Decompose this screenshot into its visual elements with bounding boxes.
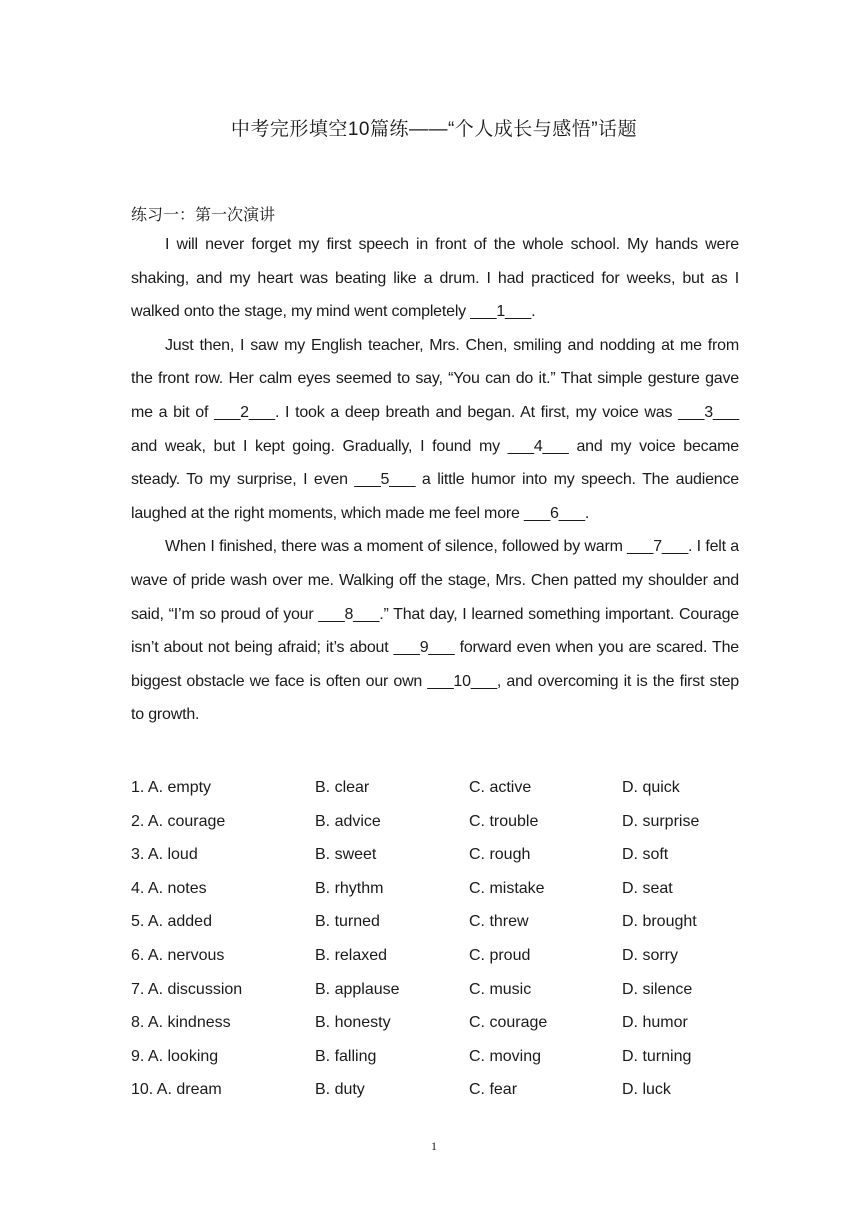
option-c: C. music bbox=[469, 980, 532, 998]
option-c: C. mistake bbox=[469, 879, 545, 897]
question-row bbox=[131, 939, 751, 973]
option-c: C. fear bbox=[469, 1081, 518, 1099]
option-d: D. soft bbox=[622, 846, 669, 864]
question-row bbox=[131, 1073, 751, 1107]
question-row bbox=[131, 838, 751, 872]
question-row bbox=[131, 771, 751, 805]
passage-paragraph: When I finished, there was a moment of silence, followed by warm ___7___. I felt a wave of pride wash over me. Walking off the stage, Mrs. Chen patted my shoulder and said, “I’m so proud of your ___8___.” That day, I learned something important. Courage isn’t about not being afraid; it’s about ___9___ forward even when you are scared. The biggest obstacle we face is often our own ___10___, and overcoming it is the first step to growth. bbox=[131, 538, 739, 724]
page-number: 1 bbox=[431, 1139, 437, 1153]
question-row bbox=[131, 805, 751, 839]
option-c: C. proud bbox=[469, 946, 531, 964]
passage-paragraph: Just then, I saw my English teacher, Mrs. Chen, smiling and nodding at me from the front row. Her calm eyes seemed to say, “You can do it.” That simple gesture gave me a bit of ___2___. I took a deep breath and began. At first, my voice was ___3___ and weak, but I kept going. Gradually, I found my ___4___ and my voice became steady. To my surprise, I even ___5___ a little humor into my speech. The audience laughed at the right moments, which made me feel more ___6___. bbox=[131, 336, 739, 522]
option-d: D. sorry bbox=[622, 946, 678, 964]
option-a: 8. A. kindness bbox=[131, 1014, 231, 1032]
question-row bbox=[131, 1006, 751, 1040]
option-b: B. honesty bbox=[315, 1014, 391, 1032]
question-row bbox=[131, 872, 751, 906]
option-c: C. trouble bbox=[469, 812, 539, 830]
option-c: C. courage bbox=[469, 1014, 548, 1032]
option-b: B. advice bbox=[315, 812, 381, 830]
question-row bbox=[131, 973, 751, 1007]
option-c: C. threw bbox=[469, 913, 529, 931]
option-b: B. clear bbox=[315, 779, 370, 796]
option-d: D. luck bbox=[622, 1081, 671, 1099]
option-d: D. surprise bbox=[622, 812, 700, 830]
option-d: D. humor bbox=[622, 1014, 688, 1032]
option-d: D. seat bbox=[622, 879, 673, 897]
answer-options bbox=[131, 771, 751, 1107]
question-row bbox=[131, 1040, 751, 1074]
option-c: C. active bbox=[469, 779, 532, 796]
option-a: 9. A. looking bbox=[131, 1047, 219, 1065]
option-b: B. sweet bbox=[315, 846, 377, 864]
option-b: B. relaxed bbox=[315, 946, 388, 964]
option-a: 1. A. empty bbox=[131, 779, 212, 796]
option-b: B. rhythm bbox=[315, 879, 384, 897]
option-c: C. rough bbox=[469, 846, 531, 864]
option-c: C. moving bbox=[469, 1047, 542, 1065]
option-a: 6. A. nervous bbox=[131, 946, 225, 964]
question-row bbox=[131, 905, 751, 939]
option-a: 2. A. courage bbox=[131, 812, 226, 830]
passage-paragraph: I will never forget my first speech in front of the whole school. My hands were shaking, and my heart was beating like a drum. I had practiced for weeks, but as I walked onto the stage, my mind went completely ___1___. bbox=[131, 236, 739, 321]
option-b: B. falling bbox=[315, 1047, 377, 1065]
section-title: 练习一：第一次演讲 bbox=[131, 207, 276, 224]
option-a: 4. A. notes bbox=[131, 879, 207, 897]
option-b: B. duty bbox=[315, 1081, 365, 1099]
option-a: 7. A. discussion bbox=[131, 980, 243, 998]
cloze-passage bbox=[131, 228, 739, 732]
option-d: D. brought bbox=[622, 913, 697, 931]
option-a: 10. A. dream bbox=[131, 1081, 222, 1099]
option-d: D. quick bbox=[622, 779, 680, 796]
option-d: D. silence bbox=[622, 980, 693, 998]
option-b: B. turned bbox=[315, 913, 380, 931]
option-b: B. applause bbox=[315, 980, 400, 998]
option-d: D. turning bbox=[622, 1047, 692, 1065]
option-a: 5. A. added bbox=[131, 913, 212, 931]
option-a: 3. A. loud bbox=[131, 846, 198, 864]
document-title: 中考完形填空10篇练——“个人成长与感悟”话题 bbox=[230, 119, 638, 140]
